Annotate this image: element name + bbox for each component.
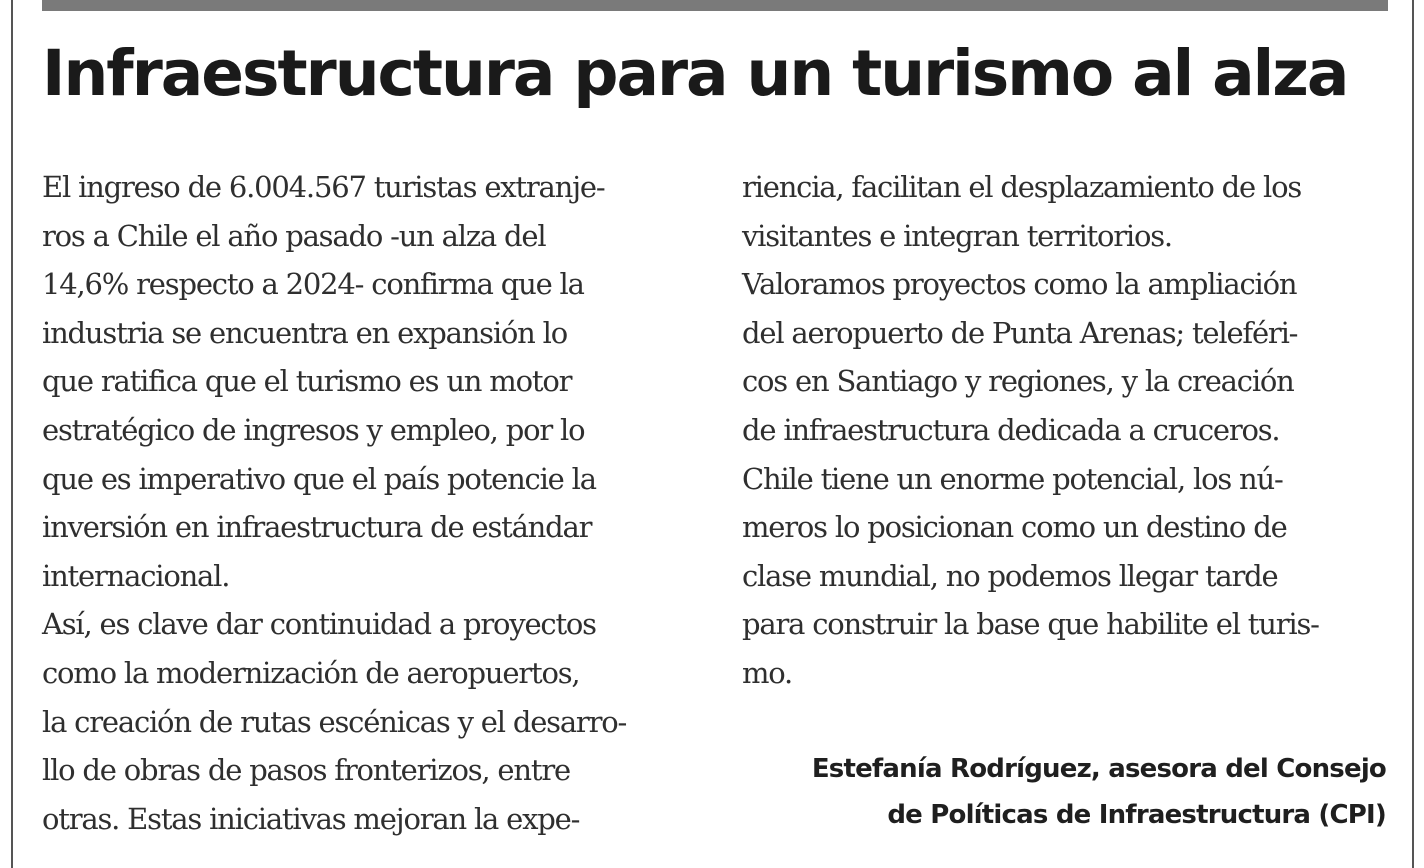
byline-line: Estefanía Rodríguez, asesora del Consejo	[811, 754, 1386, 784]
body-line: que es imperativo que el país potencie la	[42, 461, 596, 496]
body-line: estratégico de ingresos y empleo, por lo	[42, 412, 585, 447]
body-line: inversión en infraestructura de estándar	[42, 510, 592, 545]
body-line: industria se encuentra en expansión lo	[42, 315, 568, 350]
body-line: El ingreso de 6.004.567 turistas extranje-	[42, 170, 605, 204]
section-top-bar	[42, 0, 1388, 11]
body-line: riencia, facilitan el desplazamiento de los	[742, 170, 1302, 204]
body-line: visitantes e integran territorios.	[742, 218, 1172, 253]
body-line: de infraestructura dedicada a cruceros.	[742, 412, 1280, 447]
body-line: internacional.	[42, 558, 230, 593]
byline-line: de Políticas de Infraestructura (CPI)	[887, 800, 1386, 830]
right-column-rule	[1412, 0, 1414, 868]
body-line: que ratifica que el turismo es un motor	[42, 364, 572, 399]
body-line: para construir la base que habilite el turis-	[742, 607, 1319, 642]
article-headline: Infraestructura para un turismo al alza	[42, 37, 1348, 110]
body-line: Así, es clave dar continuidad a proyectos	[42, 607, 596, 642]
body-line: meros lo posicionan como un destino de	[742, 510, 1287, 545]
body-line: 14,6% respecto a 2024- confirma que la	[42, 267, 584, 302]
body-line: otras. Estas iniciativas mejoran la expe-	[42, 801, 580, 836]
body-line: llo de obras de pasos fronterizos, entre	[42, 753, 570, 788]
body-line: del aeropuerto de Punta Arenas; teleféri-	[742, 315, 1298, 350]
body-line: la creación de rutas escénicas y el desarro-	[42, 704, 627, 739]
body-line: Chile tiene un enorme potencial, los nú-	[742, 461, 1283, 496]
left-column-rule	[11, 0, 13, 868]
body-line: mo.	[742, 655, 793, 690]
body-line: clase mundial, no podemos llegar tarde	[742, 558, 1278, 593]
body-line: ros a Chile el año pasado -un alza del	[42, 218, 546, 253]
body-line: como la modernización de aeropuertos,	[42, 655, 580, 690]
body-line: cos en Santiago y regiones, y la creación	[742, 364, 1294, 399]
body-line: Valoramos proyectos como la ampliación	[742, 267, 1297, 302]
article-body-left-column	[42, 163, 702, 843]
author-byline	[700, 746, 1386, 838]
article-body-right-column	[742, 163, 1402, 698]
